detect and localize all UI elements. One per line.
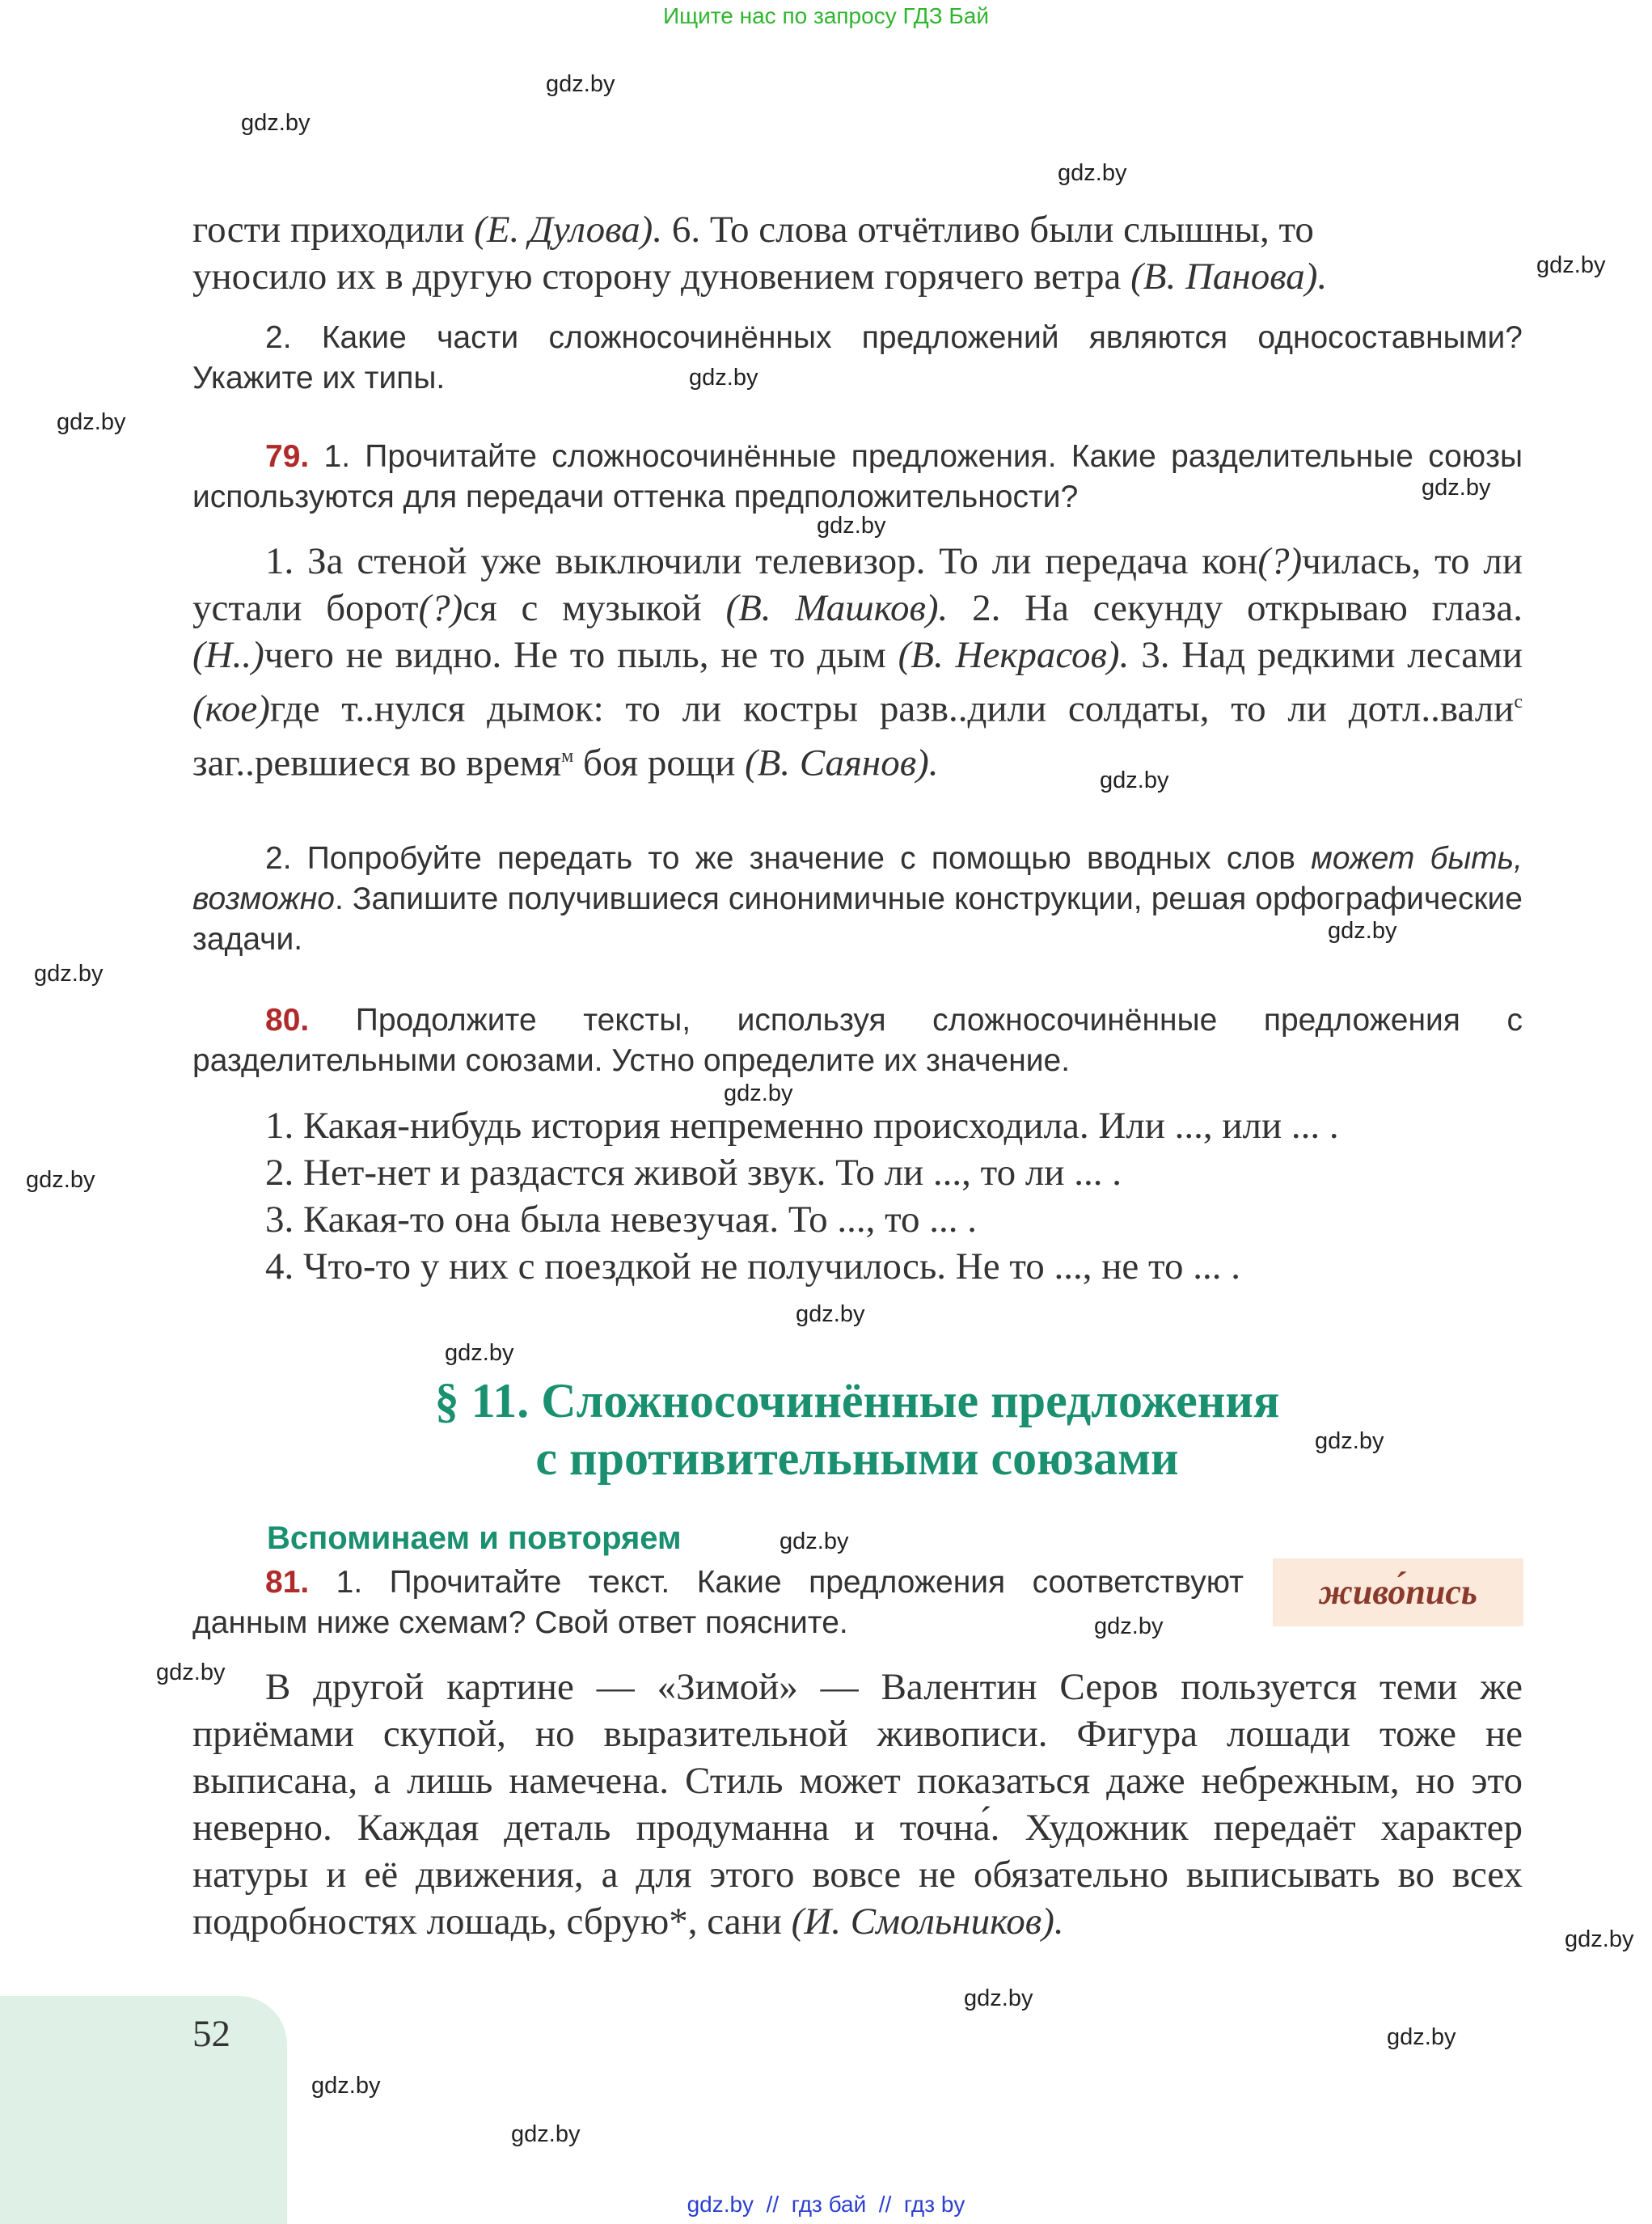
watermark: gdz.by — [1422, 475, 1491, 501]
page-corner-decoration — [0, 1996, 287, 2224]
watermark: gdz.by — [1536, 252, 1606, 278]
watermark: gdz.by — [1565, 1926, 1634, 1952]
exercise-80-item: 4. Что-то у них с поездкой не получилось. Не то ..., не то ... . — [265, 1245, 1240, 1287]
watermark: gdz.by — [1328, 918, 1397, 944]
exercise-81-task: 81. 1. Прочитайте текст. Какие предложения соответствуют данным ниже схемам? Свой ответ поясните. — [192, 1565, 1244, 1640]
watermark: gdz.by — [156, 1660, 226, 1685]
exercise-80-item: 2. Нет-нет и раздастся живой звук. То ли ..., то ли ... . — [265, 1152, 1122, 1194]
watermark: gdz.by — [817, 513, 886, 539]
watermark: gdz.by — [689, 365, 758, 391]
watermark: gdz.by — [724, 1080, 793, 1106]
prev-exercise-task-2: 2. Какие части сложносочинённых предложений являются односоставными? Укажите их типы. — [192, 320, 1523, 395]
watermark: gdz.by — [1387, 2024, 1456, 2050]
watermark: gdz.by — [57, 409, 126, 435]
vocabulary-tag: живо́пись — [1273, 1558, 1523, 1626]
exercise-79-task: 79. 1. Прочитайте сложносочинённые предложения. Какие разделительные союзы используются для передачи оттенка предположительности? — [192, 439, 1523, 514]
exercise-number: 81. — [265, 1565, 310, 1600]
page-number: 52 — [192, 2013, 230, 2055]
watermark: gdz.by — [511, 2121, 581, 2147]
watermark: gdz.by — [241, 110, 311, 136]
footer-links[interactable]: gdz.by // гдз бай // гдз by — [687, 2192, 965, 2217]
watermark: gdz.by — [34, 961, 104, 987]
exercise-80-item: 1. Какая-нибудь история непременно происходила. Или ..., или ... . — [265, 1105, 1339, 1147]
exercise-80-item: 3. Какая-то она была невезучая. То ..., то ... . — [265, 1199, 977, 1241]
exercise-number: 80. — [265, 1003, 310, 1038]
watermark: gdz.by — [26, 1167, 95, 1193]
watermark: gdz.by — [1058, 160, 1127, 186]
subheading: Вспоминаем и повторяем — [267, 1520, 682, 1556]
search-hint-link[interactable]: Ищите нас по запросу ГДЗ Бай — [662, 3, 990, 28]
watermark: gdz.by — [1315, 1428, 1384, 1454]
watermark: gdz.by — [780, 1528, 849, 1554]
watermark: gdz.by — [964, 1985, 1033, 2011]
watermark: gdz.by — [445, 1340, 514, 1366]
exercise-number: 79. — [265, 439, 310, 474]
watermark: gdz.by — [1094, 1613, 1164, 1639]
exercise-80-task: 80. Продолжите тексты, используя сложносочинённые предложения с разделительными союзами. Устно определите их значение. — [192, 1003, 1523, 1078]
prev-exercise-line-1: гости приходили (Е. Дулова). 6. То слова отчётливо были слышны, то — [192, 209, 1314, 251]
section-title-line-2: с противительными союзами — [535, 1431, 1179, 1485]
section-title-line-1: § 11. Сложносочинённые предложения — [434, 1374, 1280, 1427]
prev-exercise-line-2: уносило их в другую сторону дуновением горячего ветра (В. Панова). — [192, 256, 1328, 298]
watermark: gdz.by — [546, 71, 615, 97]
exercise-79-text: 1. За стеной уже выключили телевизор. То ли передача кон(?)чилась, то ли устали борот(?)ся с музыкой (В. Машков). 2. На секунду открываю глаза. (Н..)чего не видно. Не то пыль, не то дым (В. Некрасов). 3. Над редкими лесами (кое)где т..нулся дымок: то ли костры разв..дили солдаты, то ли дотл..вали$^с$ заг..ревшиеся во время$^м$ боя рощи (В. Саянов). — [192, 540, 1523, 784]
exercise-79-task-2: 2. Попробуйте передать то же значение с помощью вводных слов может быть, возможно. Запишите получившиеся синонимичные конструкции, решая орфографические задачи. — [192, 841, 1523, 957]
watermark: gdz.by — [311, 2073, 381, 2099]
watermark: gdz.by — [796, 1301, 865, 1327]
watermark: gdz.by — [1100, 767, 1169, 793]
exercise-81-text: В другой картине — «Зимой» — Валентин Серов пользуется теми же приёмами скупой, но выразительной живописи. Фигура лошади тоже не выписана, а лишь намечена. Стиль может показаться даже небрежным, но это неверно. Каждая деталь продуманна и точна́. Художник передаёт характер натуры и её движения, а для этого вовсе не обязательно выписывать во всех подробностях лошадь, сбрую*, сани (И. Смольников). — [192, 1666, 1523, 1943]
